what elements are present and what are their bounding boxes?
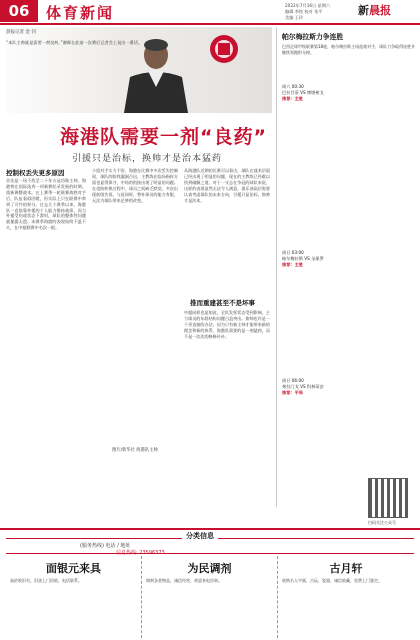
article-column: 从海港队近期的比赛可以看出，球队在战术层面已经出现了明显的问题，现在的主教练已经难以找到破解之道。对于一支志在争冠的球队来说，这样的表现显然无法令人满意。俱乐部高层需要认真考虑球队的未来方向，引援只是治标，换帅才是治本。: [184, 168, 270, 203]
match-teams: 帕尔梅拉斯 VS 圣保罗: [282, 256, 324, 261]
header-rule: [0, 23, 420, 25]
ad-divider: [0, 528, 420, 530]
ad-title: 面银元来具: [46, 562, 101, 575]
match-time: 周日 06:00: [282, 378, 304, 383]
section-heading: 控制权丢失更多原因: [6, 169, 65, 177]
match-teams: 弗拉门戈 VS 科林蒂安: [282, 384, 324, 389]
qr-caption: 扫码关注公众号: [368, 520, 396, 525]
match-pick: 推荐：主胜: [282, 96, 303, 101]
photo-caption: 图片/新华社 海港队主帅: [112, 448, 158, 453]
match-item: [282, 378, 324, 396]
article-subheadline: 引援只是治标，换帅才是治本猛药: [72, 154, 223, 164]
column-divider: [276, 27, 277, 507]
section-title: 体育新闻: [46, 4, 115, 22]
match-pick: 推荐：主胜: [282, 262, 303, 267]
match-item: [282, 250, 324, 268]
page-number: 06: [0, 0, 38, 22]
section-heading: 推而重建甚至不是坏事: [190, 299, 255, 307]
newspaper-logo: [358, 2, 391, 18]
header-meta: [285, 3, 330, 21]
article-column: 小组对手实力不俗，海港在比赛中多次丢失控制权，球队的防线漏洞百出。主教练在临场指挥方面也显得保守，中场的衔接出现了明显的问题。在攻防转换过程中，球员之间缺乏默契，多次出现低级失误。与此同时，替补球员的能力有限，无法为球队带来足够的改变。: [92, 168, 178, 203]
article-headline: 海港队需要一剂“良药”: [60, 126, 267, 148]
ad-box[interactable]: [6, 556, 142, 638]
byline: 晨报记者 金 钊: [6, 30, 36, 35]
article-intro: “本队主帅就是需要一剂良药，”谢晖在此前一次赛后记者会上说出一番话。: [6, 40, 143, 45]
article-column: 中超同样也是如此，全队发挥状态受到影响，主力球员的年龄结构问题日益突出。换帅也许是一个更直接的办法，因为只有新主帅才能带来新的理念和新的体系。海港队需要的是一剂猛药，而不是一次次的修修补补。: [184, 310, 270, 339]
ad-banner-title: 分类信息: [182, 531, 218, 541]
match-pick: 推荐：平局: [282, 390, 303, 395]
match-time: 周六 00:30: [282, 84, 304, 89]
ad-box[interactable]: [142, 556, 278, 638]
ad-phone-number: 信息热线: 23596373: [116, 550, 165, 556]
ad-title: 古月轩: [329, 562, 363, 575]
logo-main: 新: [358, 4, 369, 17]
logo-accent: 晨报: [369, 4, 391, 17]
ad-title: 为民调剂: [187, 562, 232, 575]
meta-line: 美编 王玲: [285, 15, 304, 20]
right-headline: 帕尔梅拉斯力争连胜: [282, 33, 344, 41]
right-intro: 巴西足球甲级联赛第18轮，帕尔梅拉斯主场迎战对手，球队力争取得连胜并继续领跑积分榜。: [282, 44, 416, 55]
qr-code[interactable]: [368, 478, 408, 518]
ad-phone-line: (服务热线) 电话 / 地址: [80, 543, 131, 549]
ad-text: 收购名人字画、古玩、瓷器，诚信收藏，免费上门鉴定。: [282, 578, 382, 583]
meta-line: 编辑 李悦 校对 张平: [285, 9, 323, 14]
ad-text: 调剂各类物品，诚信经营，欢迎来电咨询。: [146, 578, 222, 583]
meta-line: 2022年7月16日 星期六: [285, 3, 331, 8]
article-column: 首先是一场不敌至二十年五冠功勋主帅，海港曾在国际选秀一项新赛纪录发展的时期，重新调整战术。在上赛季一轮联赛战胜对手后，队伍看似回暖，但实际上只在联赛中拿到了可怜的积分。过去几个赛季以来，海港队一直依靠外援的个人能力维持战绩，而当外援受伤或状态下滑时，球队的整体性问题就暴露无遗。本赛季海港的表现始终不温不火，在中超联赛中名次一般。: [6, 178, 86, 231]
ad-text: 高价收旧书，旧货上门回收，电话联系。: [10, 578, 82, 583]
match-teams: 巴拉甘蒂 VS 博塔弗戈: [282, 90, 324, 95]
match-item: [282, 84, 324, 102]
ad-box[interactable]: [278, 556, 414, 638]
match-time: 周日 03:00: [282, 250, 304, 255]
